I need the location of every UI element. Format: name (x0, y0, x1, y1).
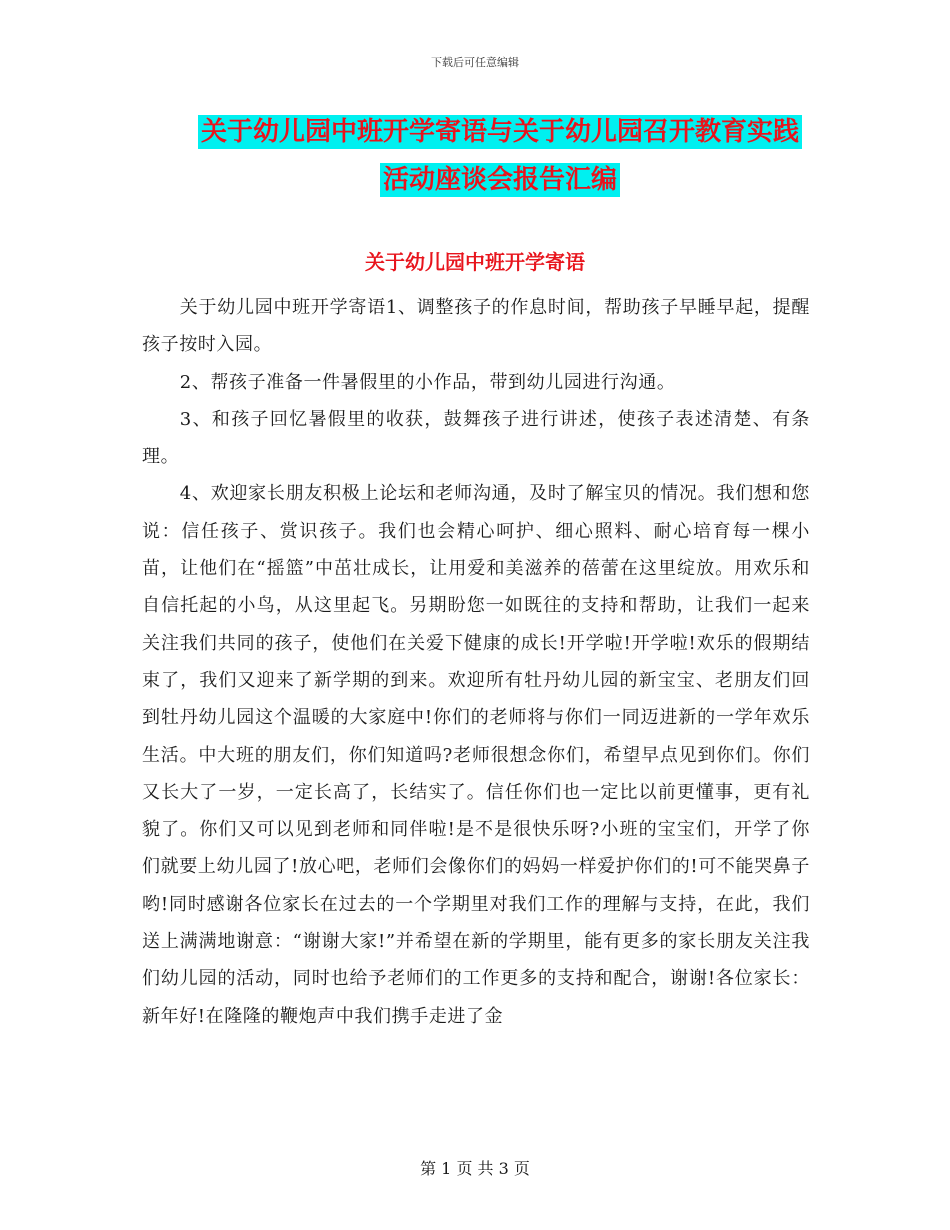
paragraph-3: 3、和孩子回忆暑假里的收获，鼓舞孩子进行讲述，使孩子表述清楚、有条理。 (142, 408, 810, 468)
paragraph-2: 2、帮孩子准备一件暑假里的小作品，带到幼儿园进行沟通。 (179, 371, 676, 393)
document-title-text: 关于幼儿园中班开学寄语与关于幼儿园召开教育实践活动座谈会报告汇编 (198, 115, 802, 197)
header-note: 下载后可任意编辑 (431, 56, 519, 69)
paragraph-1: 关于幼儿园中班开学寄语1、调整孩子的作息时间，帮助孩子早睡早起，提醒孩子按时入园。 (142, 297, 810, 356)
paragraph-4: 4、欢迎家长朋友积极上论坛和老师沟通，及时了解宝贝的情况。我们想和您说：信任孩子、赏识孩子。我们也会精心呵护、细心照料、耐心培育每一棵小苗，让他们在“摇篮”中茁壮成长，让用爱和美滋养的蓓蕾在这里绽放。用欢乐和自信托起的小鸟，从这里起飞。另期盼您一如既往的支持和帮助，让我们一起来关注我们共同的孩子，使他们在关爱下健康的成长!开学啦!开学啦!欢乐的假期结束了，我们又迎来了新学期的到来。欢迎所有牡丹幼儿园的新宝宝、老朋友们回到牡丹幼儿园这个温暖的大家庭中!你们的老师将与你们一同迈进新的一学年欢乐生活。中大班的朋友们，你们知道吗?老师很想念你们，希望早点见到你们。你们又长大了一岁，一定长高了，长结实了。信任你们也一定比以前更懂事，更有礼貌了。你们又可以见到老师和同伴啦!是不是很快乐呀?小班的宝宝们，开学了你们就要上幼儿园了!放心吧，老师们会像你们的妈妈一样爱护你们的!可不能哭鼻子哟!同时感谢各位家长在过去的一个学期里对我们工作的理解与支持，在此，我们送上满满地谢意：“谢谢大家!”并希望在新的学期里，能有更多的家长朋友关注我们幼儿园的活动，同时也给予老师们的工作更多的支持和配合，谢谢!各位家长：新年好!在隆隆的鞭炮声中我们携手走进了金 (142, 483, 810, 1027)
document-title (190, 108, 810, 204)
document-body (142, 289, 810, 1035)
section-heading: 关于幼儿园中班开学寄语 (365, 250, 585, 274)
page-number: 第 1 页 共 3 页 (420, 1159, 530, 1178)
